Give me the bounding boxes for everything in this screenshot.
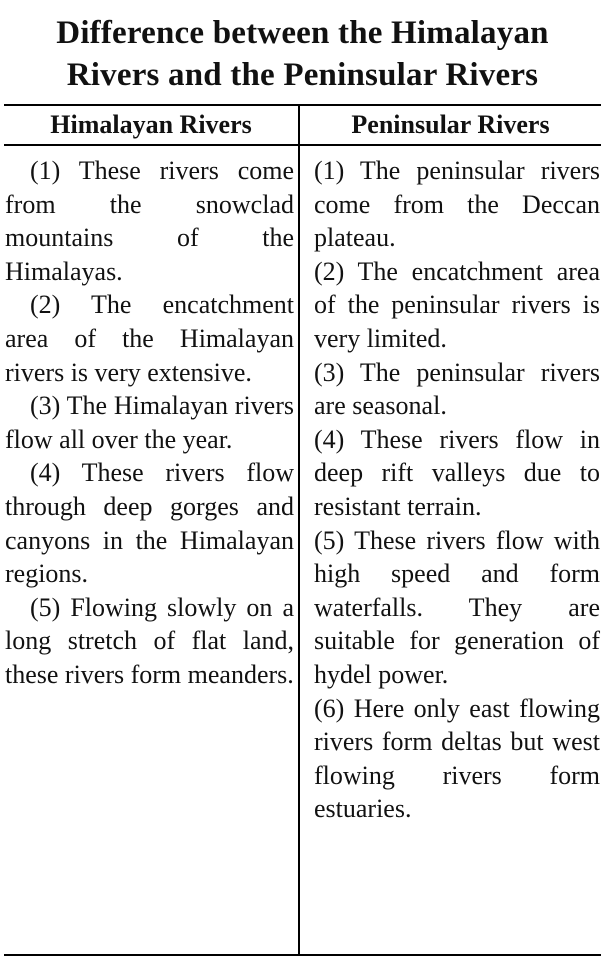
page-title — [0, 0, 605, 96]
himalayan-point-2: (2) The encatchment area of the Himalayan rivers is very extensive. — [5, 290, 294, 387]
himalayan-point-3: (3) The Himalayan rivers flow all over the year. — [5, 391, 294, 454]
peninsular-point-1: (1) The peninsular rivers come from the Deccan plateau. — [314, 156, 600, 253]
title-line-2: Rivers and the Peninsular Rivers — [66, 57, 539, 93]
table-header-row — [4, 106, 601, 146]
himalayan-point-5: (5) Flowing slowly on a long stretch of flat land, these rivers form meanders. — [5, 592, 294, 689]
comparison-table — [4, 104, 601, 956]
peninsular-point-6: (6) Here only east flowing rivers form deltas but west flowing rivers form estuaries. — [314, 693, 600, 824]
peninsular-point-2: (2) The encatchment area of the peninsular rivers is very limited. — [314, 256, 600, 353]
peninsular-column-header: Peninsular Rivers — [351, 110, 550, 139]
himalayan-point-1: (1) These rivers come from the snowclad mountains of the Himalayas. — [5, 156, 294, 286]
peninsular-point-5: (5) These rivers flow with high speed and form waterfalls. They are suitable for generation of hydel power. — [314, 525, 600, 689]
peninsular-point-4: (4) These rivers flow in deep rift valleys due to resistant terrain. — [314, 424, 600, 521]
table-bottom-rule — [4, 954, 601, 956]
column-divider — [298, 106, 300, 956]
himalayan-column-header: Himalayan Rivers — [50, 110, 252, 139]
himalayan-point-4: (4) These rivers flow through deep gorges and canyons in the Himalayan regions. — [5, 458, 294, 589]
peninsular-point-3: (3) The peninsular rivers are seasonal. — [314, 357, 600, 421]
himalayan-column — [5, 154, 294, 692]
peninsular-column — [314, 154, 600, 826]
title-line-1: Difference between the Himalayan — [56, 15, 549, 51]
